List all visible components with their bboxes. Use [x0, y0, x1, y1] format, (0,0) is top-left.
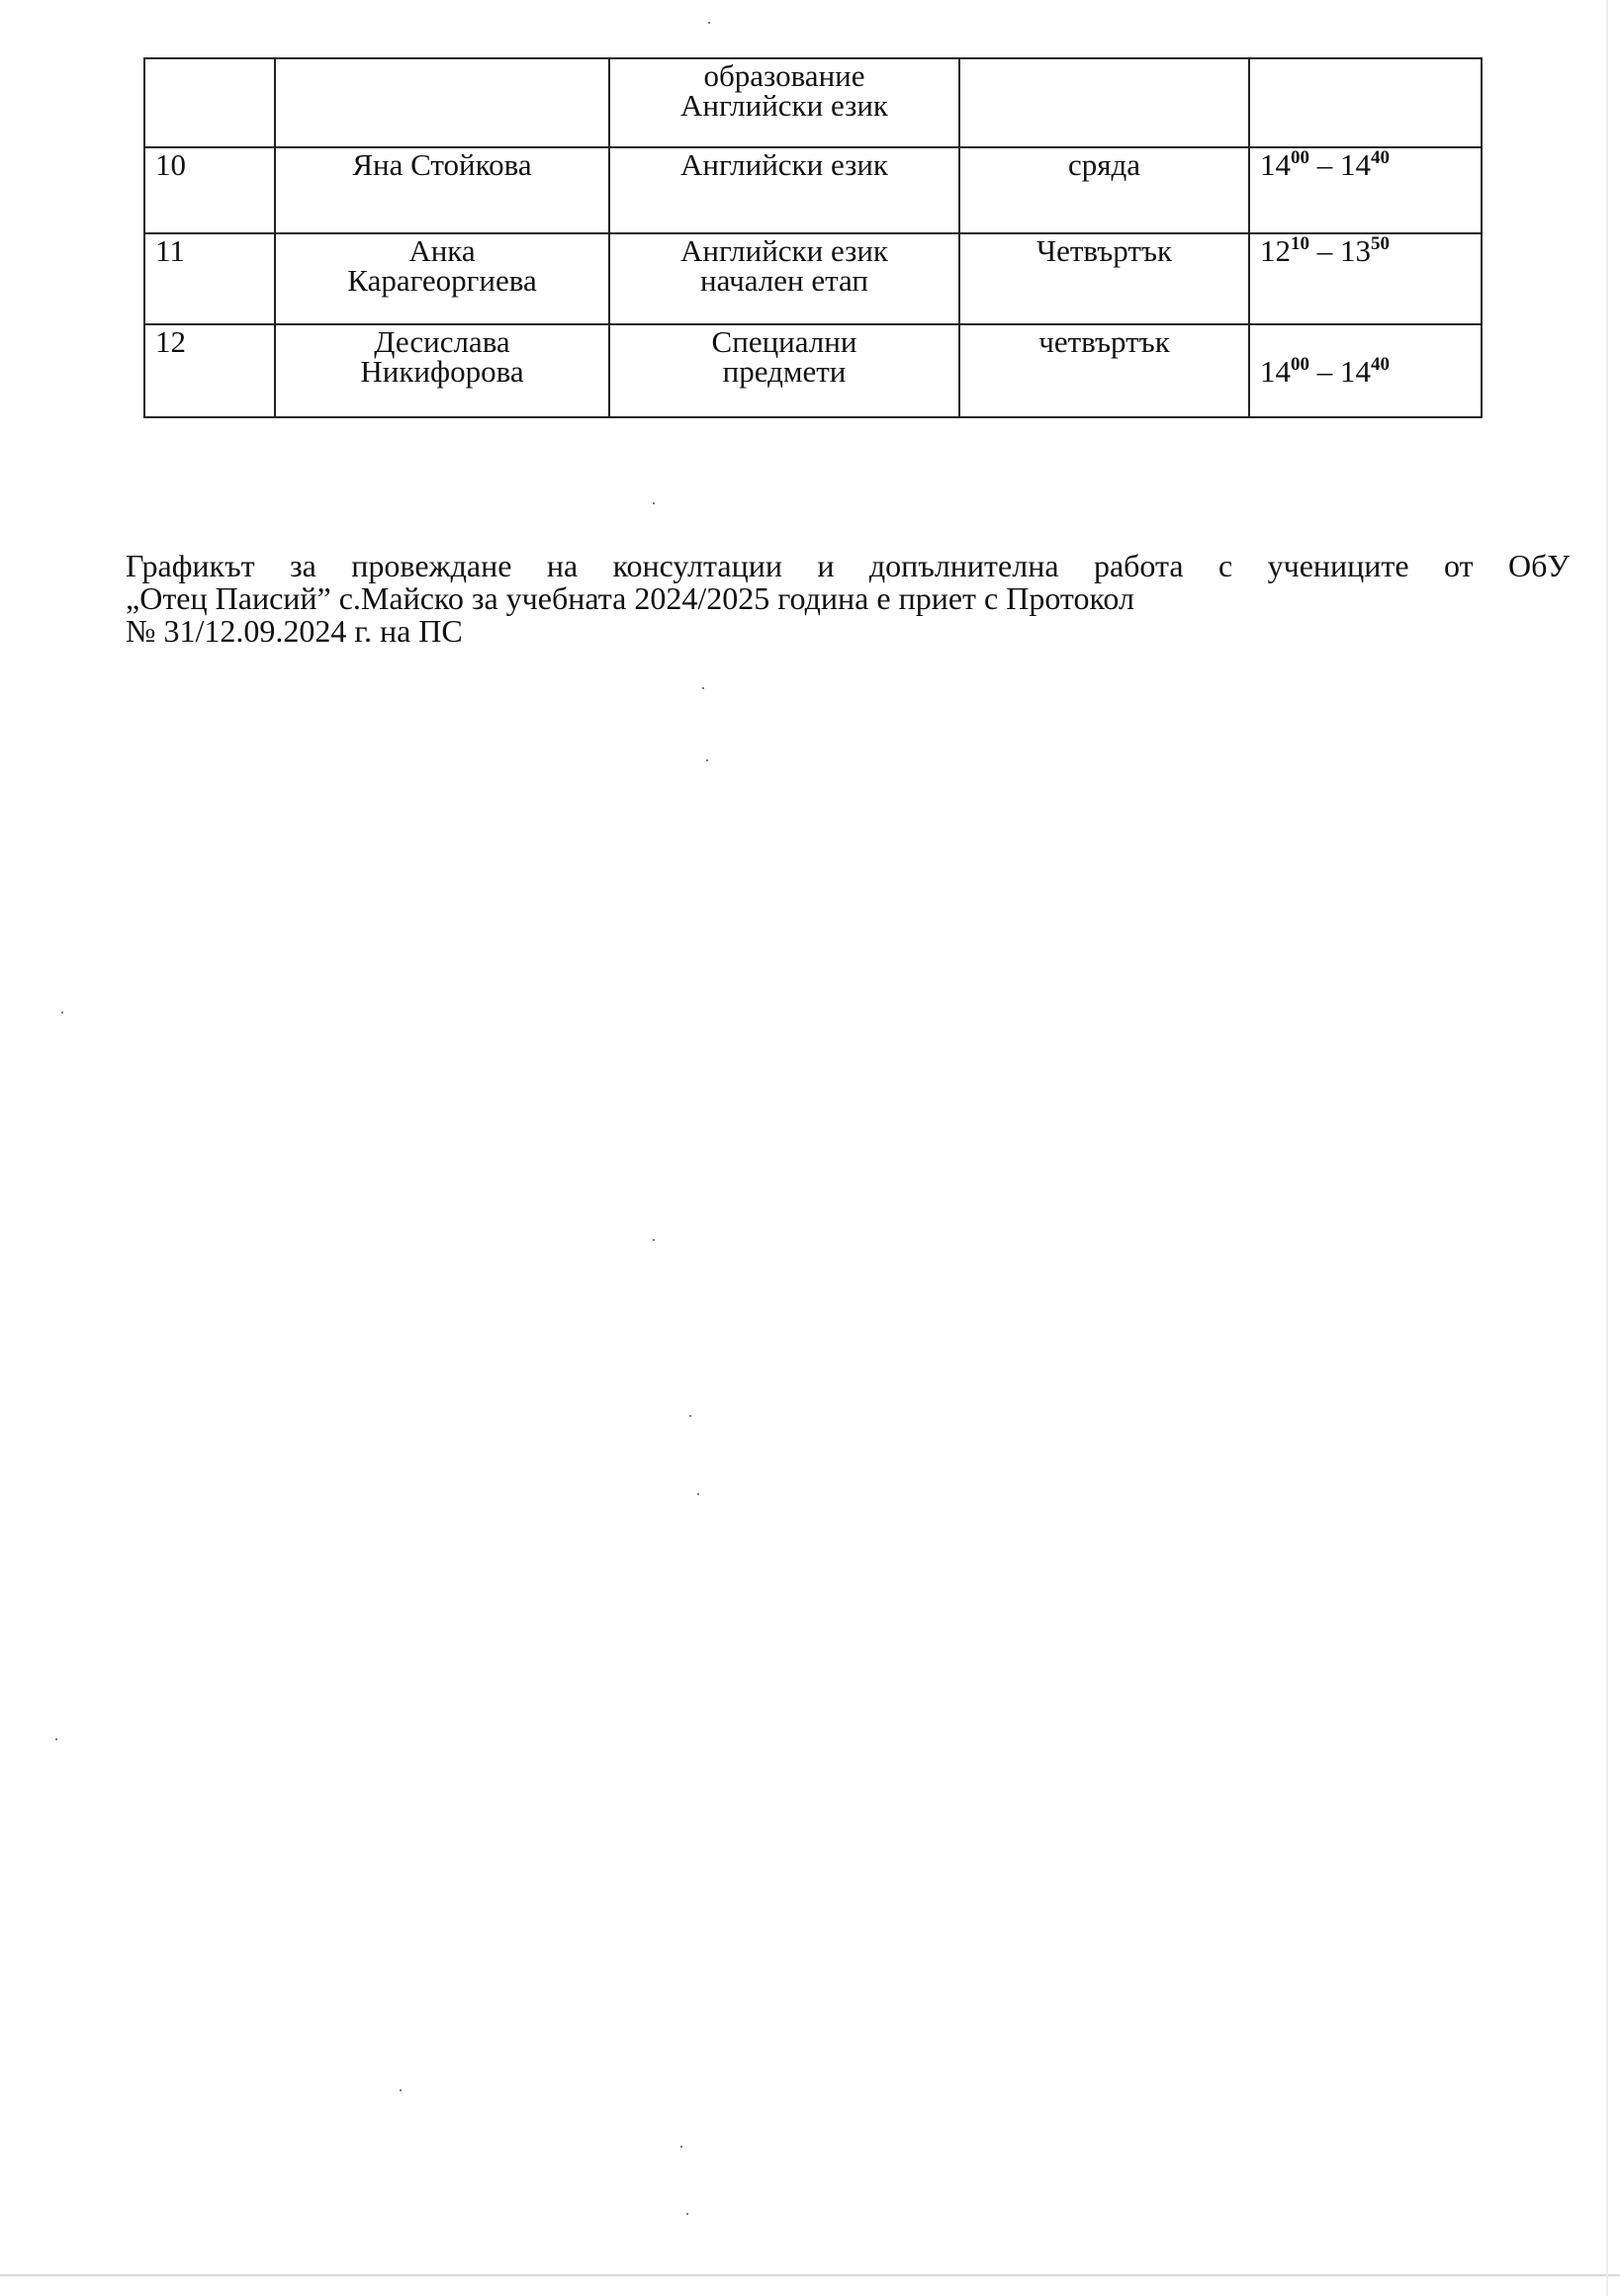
time-cell	[1249, 324, 1482, 417]
scan-speck	[702, 687, 704, 689]
teacher-name-cell	[275, 147, 609, 233]
cell-spacer	[1260, 327, 1471, 357]
time-separator: –	[1309, 354, 1340, 389]
subject-cell	[609, 58, 959, 147]
teacher-name-cell	[275, 233, 609, 324]
time-separator: –	[1309, 233, 1340, 268]
scan-speck	[680, 2146, 682, 2148]
scan-speck	[689, 1415, 691, 1417]
time-end-minute: 50	[1371, 233, 1390, 254]
time-start-minute: 00	[1291, 147, 1309, 168]
scan-speck	[708, 22, 710, 24]
subject-line: предмети	[722, 354, 847, 389]
teacher-name-line: Анка	[408, 233, 476, 268]
subject-cell	[609, 233, 959, 324]
time-end-hour: 13	[1340, 233, 1371, 268]
table-row	[144, 147, 1482, 233]
day-cell: четвъртък	[959, 324, 1249, 417]
page-right-edge	[1606, 0, 1608, 2296]
row-number-cell: 11	[144, 233, 275, 324]
table-row	[144, 233, 1482, 324]
time-end-minute: 40	[1371, 147, 1390, 168]
time-start-hour: 12	[1260, 233, 1291, 268]
time-start-hour: 14	[1260, 354, 1291, 389]
time-cell	[1249, 58, 1482, 147]
teacher-name-cell	[275, 58, 609, 147]
scan-speck	[706, 759, 708, 761]
protocol-note	[126, 550, 1570, 648]
scan-speck	[697, 1493, 699, 1495]
scan-speck	[400, 2089, 402, 2091]
time-cell	[1249, 233, 1482, 324]
day-cell	[959, 58, 1249, 147]
subject-cell	[609, 324, 959, 417]
day-cell: сряда	[959, 147, 1249, 233]
scan-speck	[653, 1239, 655, 1241]
teacher-name-line: Яна Стойкова	[352, 147, 532, 182]
subject-line: Специални	[711, 324, 857, 359]
time-end-minute: 40	[1371, 354, 1390, 375]
scan-speck	[686, 2213, 688, 2215]
time-start-hour: 14	[1260, 147, 1291, 182]
scan-speck	[61, 1012, 63, 1014]
page-bottom-edge	[0, 2274, 1620, 2276]
consultation-schedule-table	[143, 57, 1483, 418]
time-start-minute: 00	[1291, 354, 1309, 375]
time-start-minute: 10	[1291, 233, 1309, 254]
teacher-name-cell	[275, 324, 609, 417]
row-number-cell: 10	[144, 147, 275, 233]
note-line: Графикът за провеждане на консултации и допълнителна работа с учениците от ОбУ	[126, 548, 1570, 583]
subject-line: образование	[703, 58, 865, 93]
row-number-cell	[144, 58, 275, 147]
table-row	[144, 324, 1482, 417]
day-cell: Четвъртък	[959, 233, 1249, 324]
time-cell	[1249, 147, 1482, 233]
row-number-cell: 12	[144, 324, 275, 417]
subject-line: Английски език	[680, 233, 888, 268]
subject-cell	[609, 147, 959, 233]
teacher-name-line: Никифорова	[360, 354, 524, 389]
scan-speck	[55, 1738, 57, 1740]
time-end-hour: 14	[1340, 354, 1371, 389]
subject-line: Английски език	[680, 147, 888, 182]
subject-line: Английски език	[680, 88, 888, 123]
note-line: „Отец Паисий” с.Майско за учебната 2024/2025 година е приет с Протокол	[126, 580, 1134, 616]
note-line: № 31/12.09.2024 г. на ПС	[126, 613, 463, 649]
time-end-hour: 14	[1340, 147, 1371, 182]
teacher-name-line: Десислава	[374, 324, 510, 359]
teacher-name-line: Карагеоргиева	[347, 263, 537, 298]
table-row	[144, 58, 1482, 147]
subject-line: начален етап	[700, 263, 868, 298]
time-separator: –	[1309, 147, 1340, 182]
scan-speck	[653, 502, 655, 504]
